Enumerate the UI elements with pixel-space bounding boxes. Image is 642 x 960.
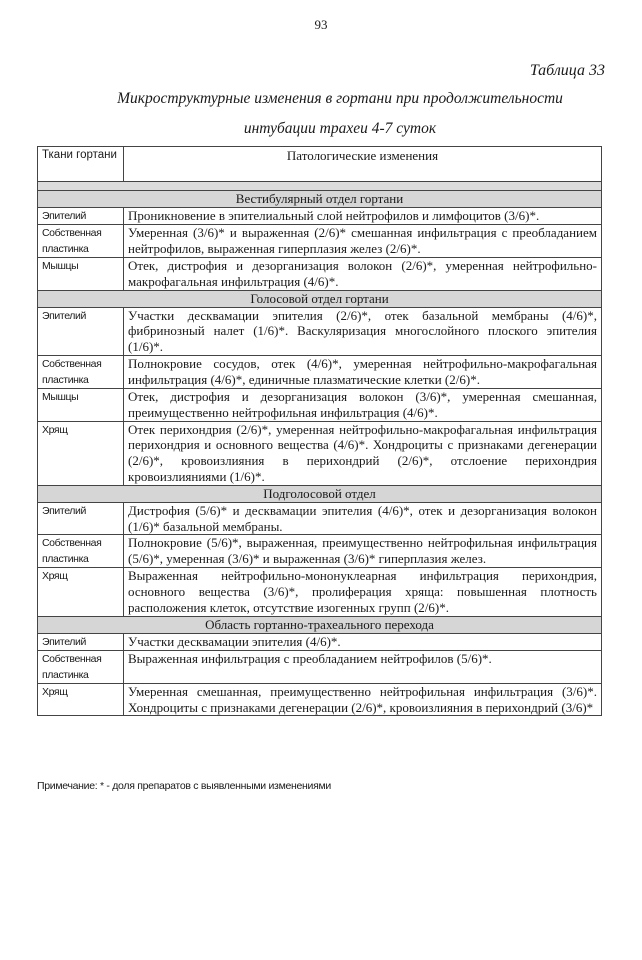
section-row: [38, 616, 602, 633]
table-row: [38, 683, 602, 716]
changes-cell: Умеренная (3/6)* и выраженная (2/6)* смешанная инфильтрация с преобладанием нейтрофилов, выраженная гиперплазия желез (2/6)*.: [124, 225, 602, 258]
tissue-cell: Мышцы: [38, 388, 124, 421]
table-row: [38, 225, 602, 258]
table-row: [38, 258, 602, 291]
tissue-cell: Эпителий: [38, 633, 124, 650]
tissue-cell: Эпителий: [38, 502, 124, 535]
section-title: Подголосовой отдел: [38, 485, 602, 502]
table-row: [38, 568, 602, 616]
tissue-cell: Собственная пластинка: [38, 650, 124, 683]
changes-cell: Умеренная смешанная, преимущественно нейтрофильная инфильтрация (3/6)*. Хондроциты с признаками дегенерации (2/6)*, кровоизлияния в перихондрий (3/6)*: [124, 683, 602, 716]
table-caption-line-2: интубации трахеи 4-7 суток: [243, 120, 437, 137]
tissue-cell: Собственная пластинка: [38, 535, 124, 568]
header-spacer: [38, 182, 602, 191]
table-row: [38, 388, 602, 421]
section-title: Вестибулярный отдел гортани: [38, 191, 602, 208]
changes-cell: Полнокровие (5/6)*, выраженная, преимущественно нейтрофильная инфильтрация (5/6)*, умеренная (3/6)* и выраженная (3/6)* гиперплазия желез.: [124, 535, 602, 568]
pathology-table: [37, 146, 602, 716]
table-header-row: [38, 147, 602, 182]
table-row: [38, 535, 602, 568]
tissue-cell: Хрящ: [38, 568, 124, 616]
tissue-cell: Эпителий: [38, 307, 124, 355]
section-title: Область гортанно-трахеального перехода: [38, 616, 602, 633]
changes-cell: Отек перихондрия (2/6)*, умеренная нейтрофильно-макрофагальная инфильтрация перихондрия и основного вещества (4/6)*. Хондроциты с признаками дегенерации (2/6)*, кровоизлияния в перихондрий (2/6)*, отслоение перихондрия кровоизлияниями (1/6)*.: [124, 421, 602, 485]
table-label: Таблица 33: [529, 62, 605, 79]
header-tissue: Ткани гортани: [38, 147, 124, 182]
section-row: [38, 290, 602, 307]
tissue-cell: Мышцы: [38, 258, 124, 291]
table-row: [38, 633, 602, 650]
tissue-cell: Собственная пластинка: [38, 355, 124, 388]
changes-cell: Отек, дистрофия и дезорганизация волокон (2/6)*, умеренная нейтрофильно-макрофагальная инфильтрация (4/6)*.: [124, 258, 602, 291]
table-row: [38, 208, 602, 225]
changes-cell: Проникновение в эпителиальный слой нейтрофилов и лимфоцитов (3/6)*.: [124, 208, 602, 225]
table-caption-line-1: Микроструктурные изменения в гортани при продолжительности: [117, 90, 563, 107]
changes-cell: Участки десквамации эпителия (4/6)*.: [124, 633, 602, 650]
table-row: [38, 421, 602, 485]
changes-cell: Дистрофия (5/6)* и десквамации эпителия (4/6)*, отек и дезорганизация волокон (1/6)* базальной мембраны.: [124, 502, 602, 535]
table-row: [38, 650, 602, 683]
tissue-cell: Собственная пластинка: [38, 225, 124, 258]
section-title: Голосовой отдел гортани: [38, 290, 602, 307]
tissue-cell: Хрящ: [38, 421, 124, 485]
table-row: [38, 307, 602, 355]
table-row: [38, 502, 602, 535]
tissue-cell: Хрящ: [38, 683, 124, 716]
header-changes: Патологические изменения: [124, 147, 602, 182]
tissue-cell: Эпителий: [38, 208, 124, 225]
changes-cell: Выраженная нейтрофильно-мононуклеарная инфильтрация перихондрия, основного вещества (3/6)*, пролиферация хряща: повышенная плотность расположения клеток, отсутствие изогенных групп (2/6)*.: [124, 568, 602, 616]
changes-cell: Отек, дистрофия и дезорганизация волокон (3/6)*, умеренная смешанная, преимущественно нейтрофильная инфильтрация (4/6)*.: [124, 388, 602, 421]
changes-cell: Выраженная инфильтрация с преобладанием нейтрофилов (5/6)*.: [124, 650, 602, 683]
table-row: [38, 355, 602, 388]
table-footnote: Примечание: * - доля препаратов с выявленными изменениями: [37, 780, 331, 792]
changes-cell: Полнокровие сосудов, отек (4/6)*, умеренная нейтрофильно-макрофагальная инфильтрация (4/6)*, единичные плазматические клетки (2/6)*.: [124, 355, 602, 388]
page-number: 93: [314, 17, 328, 32]
changes-cell: Участки десквамации эпителия (2/6)*, отек базальной мембраны (4/6)*, фибринозный налет (1/6)*. Васкуляризация многослойного плоского эпителия (1/6)*.: [124, 307, 602, 355]
section-row: [38, 191, 602, 208]
section-row: [38, 485, 602, 502]
